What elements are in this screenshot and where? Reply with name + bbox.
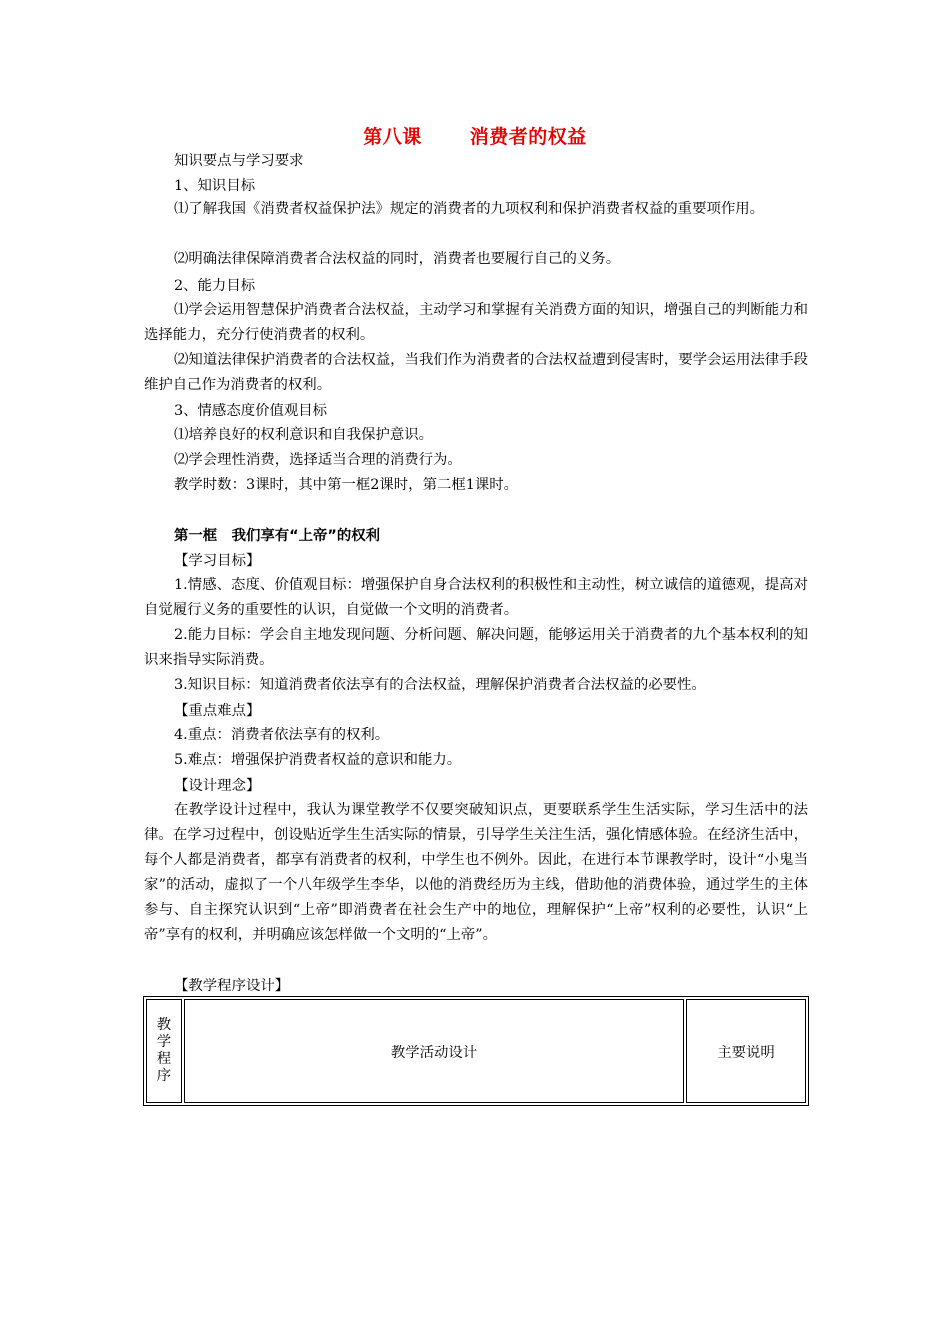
ability-goal-heading: 2、能力目标 — [174, 278, 256, 294]
learning-goals-label: 【学习目标】 — [174, 553, 261, 569]
difficult-point: 5.难点：增强保护消费者权益的意识和能力。 — [174, 752, 462, 768]
program-design-label: 【教学程序设计】 — [174, 978, 290, 994]
design-concept-text: 在教学设计过程中，我认为课堂教学不仅要突破知识点，更要联系学生生活实际，学习生活中的法律。在学习过程中，创设贴近学生生活实际的情景，引导学生关注生活，强化情感体验。在经济生活中，每个人都是消费者，都享有消费者的权利，中学生也不例外。因此，在进行本节课教学时，设计“小鬼当家”的活动，虚拟了一个八年级学生李华，以他的消费经历为主线，借助他的消费体验，通过学生的主体参与、自主探究认识到“上帝”即消费者在社会生产中的地位，理解保护“上帝”权利的必要性，认识“上帝”享有的权利，并明确应该怎样做一个文明的“上帝”。 — [144, 802, 808, 943]
table-header-notes: 主要说明 — [686, 999, 806, 1103]
section-heading: 第一框 我们享有“上帝”的权利 — [174, 528, 380, 544]
program-table — [143, 996, 809, 1106]
key-points-label: 【重点难点】 — [174, 703, 261, 719]
ability-goal-1: ⑴学会运用智慧保护消费者合法权益，主动学习和掌握有关消费方面的知识，增强自己的判断能力和选择能力，充分行使消费者的权利。 — [144, 302, 808, 343]
lesson-title — [0, 122, 950, 149]
goal-knowledge: 3.知识目标：知道消费者依法享有的合法权益，理解保护消费者合法权益的必要性。 — [174, 677, 706, 693]
lesson-topic: 消费者的权益 — [469, 126, 587, 148]
knowledge-goal-heading: 1、知识目标 — [174, 178, 256, 194]
table-header-program: 教学程序 — [146, 999, 182, 1103]
goal-attitude: 1.情感、态度、价值观目标：增强保护自身合法权利的积极性和主动性，树立诚信的道德观，提高对自觉履行义务的重要性的认识，自觉做一个文明的消费者。 — [144, 577, 808, 618]
lesson-number: 第八课 — [363, 126, 422, 148]
requirements-heading: 知识要点与学习要求 — [174, 153, 304, 169]
knowledge-goal-2: ⑵明确法律保障消费者合法权益的同时，消费者也要履行自己的义务。 — [174, 251, 621, 267]
goal-ability: 2.能力目标：学会自主地发现问题、分析问题、解决问题，能够运用关于消费者的九个基本权利的知识来指导实际消费。 — [144, 627, 808, 668]
attitude-goal-1: ⑴培养良好的权利意识和自我保护意识。 — [174, 427, 434, 443]
ability-goal-2: ⑵知道法律保护消费者的合法权益，当我们作为消费者的合法权益遭到侵害时，要学会运用法律手段维护自己作为消费者的权利。 — [144, 352, 808, 393]
attitude-goal-2: ⑵学会理性消费，选择适当合理的消费行为。 — [174, 452, 462, 468]
key-point: 4.重点：消费者依法享有的权利。 — [174, 727, 390, 743]
table-header-activity: 教学活动设计 — [184, 999, 684, 1103]
knowledge-goal-1: ⑴了解我国《消费者权益保护法》规定的消费者的九项权利和保护消费者权益的重要项作用。 — [174, 201, 765, 217]
teaching-hours: 教学时数：3课时，其中第一框2课时，第二框1课时。 — [174, 477, 519, 493]
design-concept-label: 【设计理念】 — [174, 778, 261, 794]
attitude-goal-heading: 3、情感态度价值观目标 — [174, 403, 328, 419]
table-row — [146, 999, 806, 1103]
